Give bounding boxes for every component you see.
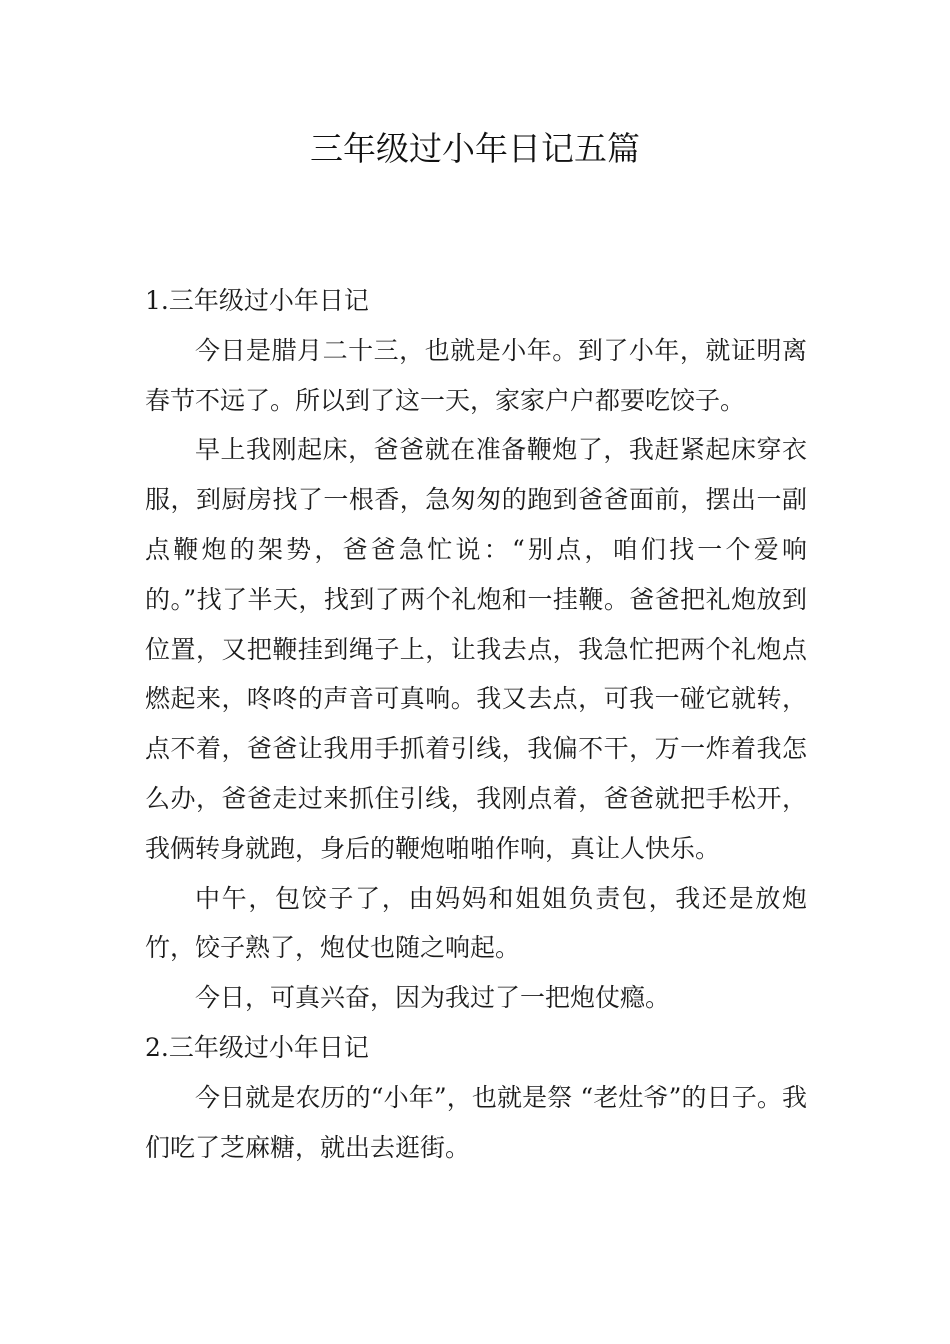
section-heading: 2.三年级过小年日记 (145, 1032, 369, 1062)
document-title: 三年级过小年日记五篇 (310, 129, 640, 168)
paragraph: 今日，可真兴奋，因为我过了一把炮仗瘾。 (195, 983, 671, 1013)
paragraph: 中午，包饺子了，由妈妈和姐姐负责包，我还是放炮竹，饺子熟了，炮仗也随之响起。 (145, 883, 807, 963)
paragraph: 今日是腊月二十三，也就是小年。到了小年，就证明离春节不远了。所以到了这一天，家家户户都要吃饺子。 (145, 335, 807, 415)
paragraph: 早上我刚起床，爸爸就在准备鞭炮了，我赶紧起床穿衣服，到厨房找了一根香，急匆匆的跑到爸爸面前，摆出一副点鞭炮的架势，爸爸急忙说：“别点，咱们找一个爱响的。”找了半天，找到了两个礼炮和一挂鞭。爸爸把礼炮放到位置，又把鞭挂到绳子上，让我去点，我急忙把两个礼炮点燃起来，咚咚的声音可真响。我又去点，可我一碰它就转，点不着，爸爸让我用手抓着引线，我偏不干，万一炸着我怎么办，爸爸走过来抓住引线，我刚点着，爸爸就把手松开，我俩转身就跑，身后的鞭炮啪啪作响，真让人快乐。 (145, 435, 807, 863)
document-body (145, 276, 807, 1172)
paragraph: 今日就是农历的“小年”，也就是祭 “老灶爷”的日子。我们吃了芝麻糖，就出去逛街。 (145, 1082, 807, 1162)
section-heading: 1.三年级过小年日记 (145, 286, 369, 315)
